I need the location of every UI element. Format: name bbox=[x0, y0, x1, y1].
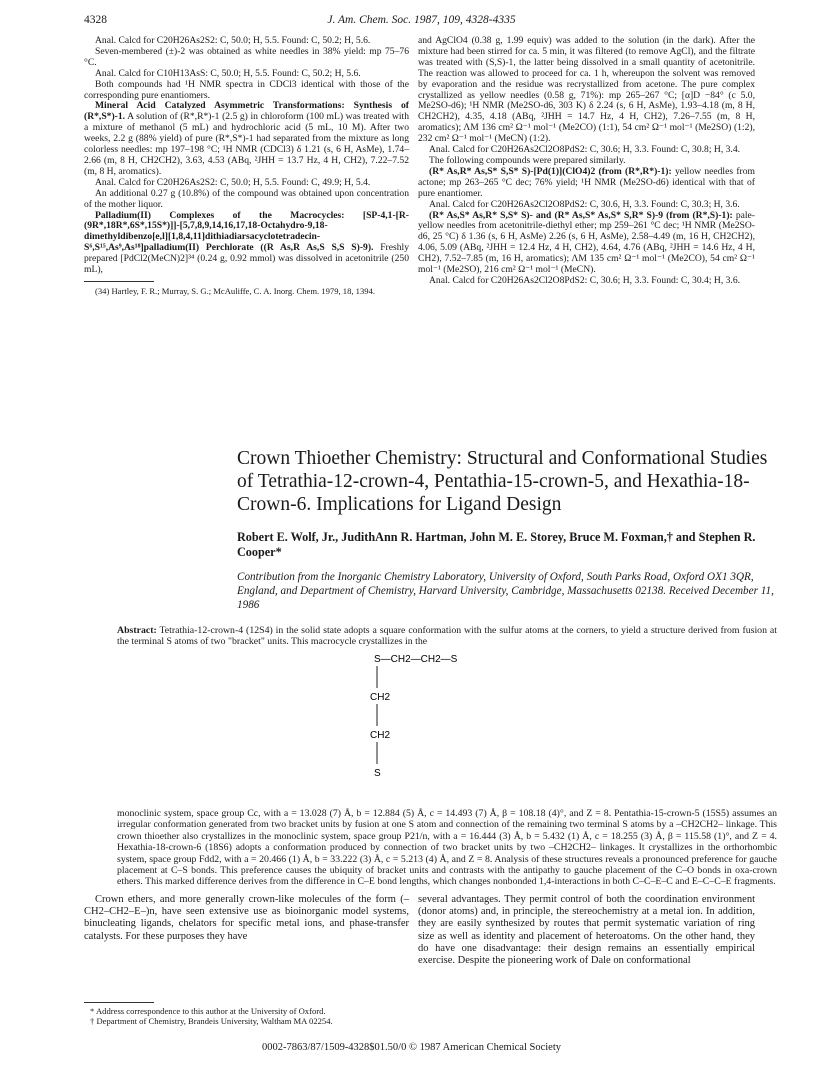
structure-ch2-a: CH2 bbox=[370, 692, 391, 703]
section-heading: (R* As,R* As,S* S,S* S)-[Pd(1)](ClO4)2 (from (R*,R*)-1): bbox=[429, 165, 672, 177]
paragraph: Anal. Calcd for C10H13AsS: C, 50.0; H, 5.5. Found: C, 50.2; H, 5.6. bbox=[95, 67, 361, 79]
paragraph: Anal. Calcd for C20H26As2S2: C, 50.0; H, 5.5. Found: C, 50.2; H, 5.6. bbox=[95, 35, 371, 46]
abstract-label: Abstract: bbox=[117, 625, 157, 636]
section-heading: (R* As,S* As,R* S,S* S)- and (R* As,S* As,S* S,R* S)-9 (from (R*,S)-1): bbox=[429, 209, 733, 221]
paragraph: Anal. Calcd for C20H26As2Cl2O8PdS2: C, 30.6; H, 3.3. Found: C, 30.8; H, 3.4. bbox=[429, 144, 741, 156]
footnote: † Department of Chemistry, Brandeis University, Waltham MA 02254. bbox=[90, 1016, 333, 1026]
article-footnotes bbox=[84, 1002, 409, 1026]
paragraph: Anal. Calcd for C20H26As2Cl2O8PdS2: C, 30.6, H, 3.3. Found: C, 30.3; H, 3.6. bbox=[429, 198, 740, 210]
abstract-part-2: monoclinic system, space group Cc, with a = 13.028 (7) Å, b = 12.884 (5) Å, c = 14.493 (7) Å, β = 108.18 (4)°, and Z = 8. Pentathia-15-crown-5 (15S5) assumes an irregular conformation generated from two bracket units by fusion at one S atom and connection of the remaining two terminal S atoms by a –CH2CH2– linkage. This crown thioether also crystallizes in the monoclinic system, space group P21/n, with a = 16.444 (3) Å, b = 5.432 (1) Å, c = 18.255 (3) Å, β = 115.58 (1)°, and Z = 4. Hexathia-18-crown-6 (18S6) adopts a conformation produced by connection of two bracket units by two –CH2CH2– linkages. It crystallizes in the orthorhombic system, space group Fdd2, with a = 20.466 (1) Å, b = 33.222 (3) Å, c = 5.213 (4) Å, and Z = 8. Analysis of these structures reveals a pronounced preference for gauche placement at C–S bonds. This preference causes the ubiquity of bracket units and contrasts with the antipathy to gauche placement of the C–O bonds in oxa-crown ethers. This marked difference derives from the difference in C–E bond lengths, which changes nonbonded 1,4-interactions in both C–C–E–C and E–C–C–E fragments. bbox=[117, 808, 777, 888]
paragraph: An additional 0.27 g (10.8%) of the compound was obtained upon concentration of the mother liquor. bbox=[84, 187, 409, 210]
paragraph: and AgClO4 (0.38 g, 1.99 equiv) was added to the solution (in the dark). After the mixture had been stirred for ca. 5 min, it was filtered (to remove AgCl), and the filtrate was treated with (S,S)-1, the latter being dissolved in a small quantity of acetonitrile. The reaction was allowed to proceed for ca. 1 h, whereupon the solvent was removed by evaporation and the residue was recrystallized from acetone. The pure complex crystallized as yellow needles (0.58 g, 71%): mp 265–267 °C; [α]D −84° (c 5.0, Me2SO-d6); ¹H NMR (Me2SO-d6, 303 K) δ 2.24 (s, 6 H, AsMe), 1.93–4.18 (m, 8 H, CH2CH2), 4.35, 4.18 (ABq, ²JHH = 14.7 Hz, 4 H, CH2), 7.26–7.55 (m, 8 H, aromatics); ΛM 136 cm² Ω⁻¹ mol⁻¹ (Me2CO) (1:1), 54 cm² Ω⁻¹ mol⁻¹ (Me2SO) (1:2), 232 cm² Ω⁻¹ mol⁻¹ (MeCN) (1:2). bbox=[418, 35, 755, 145]
section-heading: Mineral Acid Catalyzed Asymmetric Transformations: Synthesis of (R*,S*)-1. bbox=[84, 100, 409, 123]
paragraph: (R* As,R* As,S* S,S* S)-[Pd(1)](ClO4)2 (from (R*,R*)-1): yellow needles from actone; mp 263–265 °C dec; 76% yield; ¹H NMR (Me2SO-d6) identical with that of pure enantiomer. bbox=[418, 165, 755, 199]
paragraph: The following compounds were prepared similarly. bbox=[429, 154, 626, 166]
introduction-right: several advantages. They permit control of both the coordination environment (donor atoms) and, in principle, the stereochemistry at a metal ion. In addition, they are easily synthesized by routes that permit systematic variation of ring size as well as identity and placement of heteroatoms. On the other hand, they do have one disadvantage: their design remains an essentially empirical exercise. Despite the pioneering work of Dale on conformational bbox=[418, 894, 755, 967]
structure-bottom-s: S bbox=[374, 768, 381, 779]
structure-top-row: S—CH2—CH2—S bbox=[374, 654, 458, 665]
bracket-unit-structure bbox=[366, 650, 516, 805]
page-footer: 0002-7863/87/1509-4328$01.50/0 © 1987 American Chemical Society bbox=[261, 1042, 562, 1053]
running-header bbox=[84, 14, 759, 30]
introduction-left: Crown ethers, and more generally crown-like molecules of the form (–CH2–CH2–E–)n, have seen extensive use as bioinorganic model systems, binucleating ligands, chelators for specific metal ions, and phase-transfer catalysts. For these purposes they have bbox=[84, 894, 409, 942]
paragraph: Palladium(II) Complexes of the Macrocycles: [SP-4,1-[R-(9R*,18R*,6S*,15S*)]]-[5,7,8,9,14,16,17,18-Octahydro-9,18-dimethyldibenzo[e,l][1,8,4,11]dithiadiarsacyclotetradecin-S⁶,S¹⁵,As⁹,As¹⁸]palladium(II) Perchlorate ((R As,R As,S S,S S)-9). Freshly prepared [PdCl2(MeCN)2]³⁴ (0.24 g, 0.92 mmol) was dissolved in acetonitrile (250 mL), bbox=[84, 209, 409, 276]
footnote-rule bbox=[84, 1002, 154, 1003]
paragraph: Both compounds had ¹H NMR spectra in CDCl3 identical with those of the corresponding pure enantiomers. bbox=[84, 78, 409, 101]
article-authors: Robert E. Wolf, Jr., JudithAnn R. Hartman, John M. E. Storey, Bruce M. Foxman,† and Stephen R. Cooper* bbox=[237, 530, 756, 559]
paragraph: (R* As,S* As,R* S,S* S)- and (R* As,S* As,S* S,R* S)-9 (from (R*,S)-1): pale-yellow needles from acetonitrile-diethyl ether; mp 259–261 °C dec; ¹H NMR (Me2SO-d6, 25 °C) δ 1.36 (s, 6 H, AsMe) 2.26 (s, 6 H, AsMe), 2.58–4.49 (m, 16 H, CH2CH2), 4.06, 5.09 (ABq, ²JHH = 12.4 Hz, 4 H, CH2), 4.64, 4.76 (ABq, ²JHH = 14.6 Hz, 4 H, CH2), 7.52–7.85 (m, 16 H, aromatics); ΛM 135 cm² Ω⁻¹ mol⁻¹ (Me2CO), 54 cm² Ω⁻¹ mol⁻¹ (Me2SO), 216 cm² Ω⁻¹ mol⁻¹ (MeCN). bbox=[418, 209, 755, 276]
footnote-rule bbox=[84, 281, 154, 282]
page-number: 4328 bbox=[84, 14, 107, 26]
section-heading: Palladium(II) Complexes of the Macrocycles: [SP-4,1-[R-(9R*,18R*,6S*,15S*)]]-[5,7,8,9,14,16,17,18-Octahydro-9,18-dimethyldibenzo[e,l][1,8,4,11]dithiadiarsacyclotetradecin-S⁶,S¹⁵,As⁹,As¹⁸]palladium(II) Perchlorate ((R As,R As,S S,S S)-9). bbox=[84, 209, 409, 254]
experimental-left-column bbox=[84, 36, 409, 296]
paragraph: Anal. Calcd for C20H26As2S2: C, 50.0; H, 5.5. Found: C, 49.9; H, 5.4. bbox=[95, 176, 371, 188]
paragraph: Anal. Calcd for C20H26As2Cl2O8PdS2: C, 30.6; H, 3.3. Found: C, 30.4; H, 3.6. bbox=[429, 274, 741, 286]
paragraph: Seven-membered (±)-2 was obtained as white needles in 38% yield: mp 75–76 °C. bbox=[84, 45, 409, 68]
journal-citation: J. Am. Chem. Soc. 1987, 109, 4328-4335 bbox=[327, 14, 516, 26]
paragraph: Mineral Acid Catalyzed Asymmetric Transformations: Synthesis of (R*,S*)-1. A solution of (R*,R*)-1 (2.5 g) in chloroform (100 mL) was treated with a mixture of methanol (5 mL) and hydrochloric acid (5 mL, 10 M). After two weeks, 2.2 g (88% yield) of pure (R*,S*)-1 had separated from the mixture as long colorless needles: mp 197–198 °C; ¹H NMR (CDCl3) δ 1.21 (s, 6 H, AsMe), 1.74–2.66 (m, 8 H, CH2CH2), 3.63, 4.53 (ABq, ²JHH = 13.7 Hz, 4 H, CH2), 7.22–7.52 (m, 8 H, aromatics). bbox=[84, 100, 409, 177]
article-title: Crown Thioether Chemistry: Structural and Conformational Studies of Tetrathia-12-crown-4, Pentathia-15-crown-5, and Hexathia-18-Crown-6. Implications for Ligand Design bbox=[237, 448, 768, 515]
structure-ch2-b: CH2 bbox=[370, 730, 391, 741]
article-affiliation: Contribution from the Inorganic Chemistry Laboratory, University of Oxford, South Parks Road, Oxford OX1 3QR, England, and Department of Chemistry, Harvard University, Cambridge, Massachusetts 02138. Received December 11, 1986 bbox=[237, 571, 774, 611]
abstract-part-1: Abstract: Tetrathia-12-crown-4 (12S4) in the solid state adopts a square conformation with the sulfur atoms at the corners, to yield a structure derived from fusion at the terminal S atoms of two "bracket" units. This macrocycle crystallizes in the bbox=[117, 625, 777, 648]
footnote: * Address correspondence to this author at the University of Oxford. bbox=[90, 1006, 326, 1016]
footnote: (34) Hartley, F. R.; Murray, S. G.; McAuliffe, C. A. Inorg. Chem. 1979, 18, 1394. bbox=[95, 285, 376, 296]
experimental-right-column bbox=[418, 36, 755, 287]
